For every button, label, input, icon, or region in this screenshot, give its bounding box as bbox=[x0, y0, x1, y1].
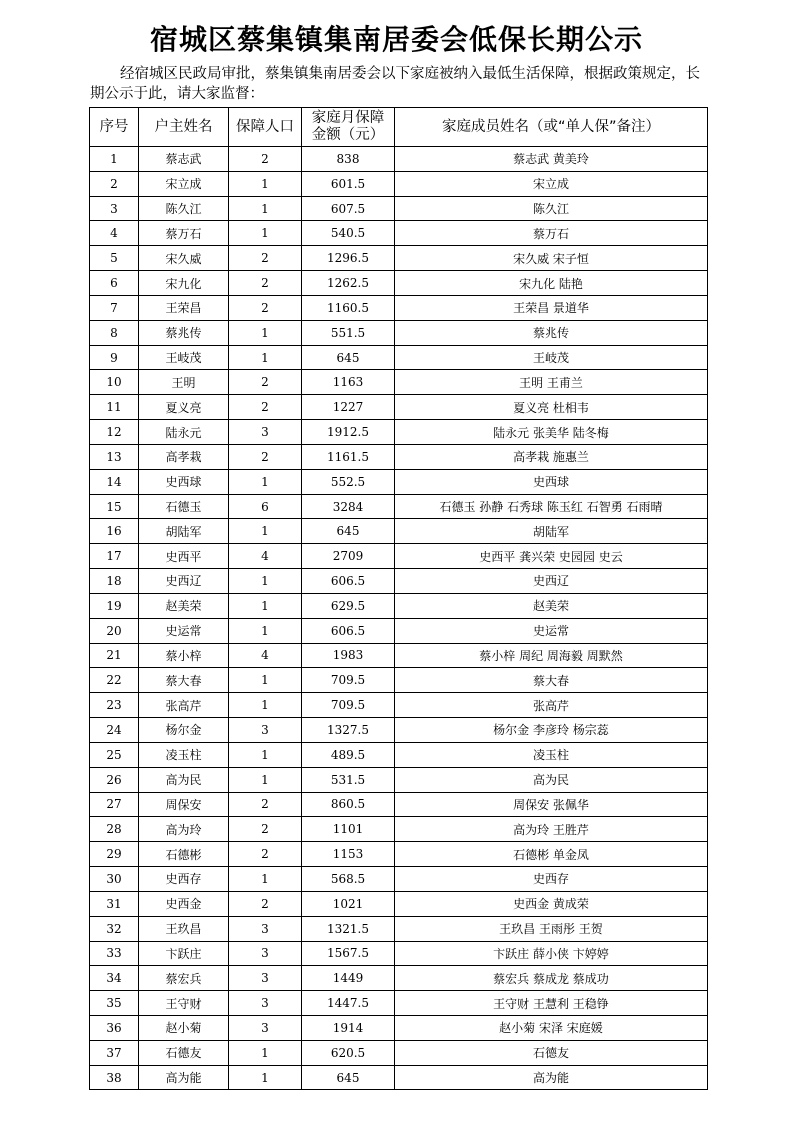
cell-index: 16 bbox=[90, 519, 139, 544]
cell-covered-persons: 1 bbox=[229, 742, 302, 767]
cell-householder: 高为能 bbox=[139, 1065, 229, 1090]
cell-family-members: 陈久江 bbox=[395, 196, 708, 221]
cell-family-members: 凌玉柱 bbox=[395, 742, 708, 767]
cell-householder: 周保安 bbox=[139, 792, 229, 817]
cell-index: 27 bbox=[90, 792, 139, 817]
cell-family-members: 史运常 bbox=[395, 618, 708, 643]
cell-family-members: 王玖昌 王雨彤 王贺 bbox=[395, 916, 708, 941]
cell-covered-persons: 3 bbox=[229, 718, 302, 743]
cell-index: 25 bbox=[90, 742, 139, 767]
cell-monthly-amount: 606.5 bbox=[302, 569, 395, 594]
header-family-members: 家庭成员姓名（或“单人保”备注） bbox=[395, 108, 708, 147]
table-row bbox=[90, 345, 708, 370]
cell-householder: 卞跃庄 bbox=[139, 941, 229, 966]
cell-index: 20 bbox=[90, 618, 139, 643]
cell-monthly-amount: 1227 bbox=[302, 395, 395, 420]
cell-monthly-amount: 568.5 bbox=[302, 867, 395, 892]
cell-index: 34 bbox=[90, 966, 139, 991]
cell-covered-persons: 2 bbox=[229, 147, 302, 172]
cell-family-members: 宋立成 bbox=[395, 171, 708, 196]
cell-index: 36 bbox=[90, 1015, 139, 1040]
cell-covered-persons: 3 bbox=[229, 420, 302, 445]
table-row bbox=[90, 171, 708, 196]
cell-monthly-amount: 551.5 bbox=[302, 320, 395, 345]
cell-index: 6 bbox=[90, 271, 139, 296]
cell-covered-persons: 1 bbox=[229, 196, 302, 221]
cell-index: 26 bbox=[90, 767, 139, 792]
cell-family-members: 蔡大春 bbox=[395, 668, 708, 693]
cell-index: 9 bbox=[90, 345, 139, 370]
cell-covered-persons: 4 bbox=[229, 544, 302, 569]
table-row bbox=[90, 891, 708, 916]
cell-monthly-amount: 601.5 bbox=[302, 171, 395, 196]
table-row bbox=[90, 668, 708, 693]
cell-index: 8 bbox=[90, 320, 139, 345]
page-title: 宿城区蔡集镇集南居委会低保长期公示 bbox=[149, 23, 643, 56]
table-row bbox=[90, 444, 708, 469]
cell-index: 35 bbox=[90, 991, 139, 1016]
table-row bbox=[90, 569, 708, 594]
cell-covered-persons: 1 bbox=[229, 519, 302, 544]
cell-covered-persons: 1 bbox=[229, 221, 302, 246]
table-row bbox=[90, 693, 708, 718]
cell-covered-persons: 1 bbox=[229, 569, 302, 594]
cell-covered-persons: 2 bbox=[229, 817, 302, 842]
cell-covered-persons: 2 bbox=[229, 891, 302, 916]
table-row bbox=[90, 1065, 708, 1090]
cell-family-members: 蔡宏兵 蔡成龙 蔡成功 bbox=[395, 966, 708, 991]
cell-index: 33 bbox=[90, 941, 139, 966]
cell-householder: 陈久江 bbox=[139, 196, 229, 221]
cell-covered-persons: 3 bbox=[229, 941, 302, 966]
cell-monthly-amount: 860.5 bbox=[302, 792, 395, 817]
cell-covered-persons: 3 bbox=[229, 966, 302, 991]
cell-family-members: 石德彬 单金凤 bbox=[395, 842, 708, 867]
cell-covered-persons: 2 bbox=[229, 370, 302, 395]
header-monthly-amount: 家庭月保障金额（元） bbox=[302, 108, 395, 147]
cell-family-members: 赵小菊 宋泽 宋庭媛 bbox=[395, 1015, 708, 1040]
cell-monthly-amount: 709.5 bbox=[302, 693, 395, 718]
cell-index: 19 bbox=[90, 593, 139, 618]
cell-index: 23 bbox=[90, 693, 139, 718]
cell-covered-persons: 1 bbox=[229, 668, 302, 693]
table-header-row bbox=[90, 108, 708, 147]
cell-monthly-amount: 2709 bbox=[302, 544, 395, 569]
table-row bbox=[90, 1015, 708, 1040]
table-row bbox=[90, 1040, 708, 1065]
cell-covered-persons: 2 bbox=[229, 842, 302, 867]
cell-covered-persons: 3 bbox=[229, 1015, 302, 1040]
cell-covered-persons: 1 bbox=[229, 1065, 302, 1090]
table-row bbox=[90, 767, 708, 792]
cell-index: 14 bbox=[90, 469, 139, 494]
table-row bbox=[90, 544, 708, 569]
cell-householder: 张高芹 bbox=[139, 693, 229, 718]
cell-householder: 蔡小梓 bbox=[139, 643, 229, 668]
cell-index: 22 bbox=[90, 668, 139, 693]
cell-householder: 史西平 bbox=[139, 544, 229, 569]
cell-covered-persons: 1 bbox=[229, 320, 302, 345]
cell-covered-persons: 4 bbox=[229, 643, 302, 668]
cell-monthly-amount: 1912.5 bbox=[302, 420, 395, 445]
cell-monthly-amount: 645 bbox=[302, 345, 395, 370]
cell-monthly-amount: 3284 bbox=[302, 494, 395, 519]
cell-index: 32 bbox=[90, 916, 139, 941]
cell-householder: 蔡兆传 bbox=[139, 320, 229, 345]
cell-family-members: 蔡志武 黄美玲 bbox=[395, 147, 708, 172]
header-covered-persons: 保障人口 bbox=[229, 108, 302, 147]
cell-householder: 石德友 bbox=[139, 1040, 229, 1065]
cell-covered-persons: 3 bbox=[229, 991, 302, 1016]
cell-householder: 高为民 bbox=[139, 767, 229, 792]
cell-covered-persons: 1 bbox=[229, 171, 302, 196]
table-row bbox=[90, 966, 708, 991]
cell-index: 24 bbox=[90, 718, 139, 743]
cell-family-members: 石德友 bbox=[395, 1040, 708, 1065]
header-householder: 户主姓名 bbox=[139, 108, 229, 147]
cell-family-members: 石德玉 孙静 石秀球 陈玉红 石智勇 石雨晴 bbox=[395, 494, 708, 519]
table-row bbox=[90, 991, 708, 1016]
table-row bbox=[90, 941, 708, 966]
cell-index: 2 bbox=[90, 171, 139, 196]
cell-monthly-amount: 1160.5 bbox=[302, 295, 395, 320]
cell-monthly-amount: 1163 bbox=[302, 370, 395, 395]
table-row bbox=[90, 792, 708, 817]
cell-family-members: 史西金 黄成荣 bbox=[395, 891, 708, 916]
cell-index: 30 bbox=[90, 867, 139, 892]
cell-covered-persons: 6 bbox=[229, 494, 302, 519]
cell-index: 18 bbox=[90, 569, 139, 594]
cell-covered-persons: 1 bbox=[229, 1040, 302, 1065]
table-row bbox=[90, 842, 708, 867]
cell-monthly-amount: 606.5 bbox=[302, 618, 395, 643]
cell-index: 37 bbox=[90, 1040, 139, 1065]
cell-householder: 王玖昌 bbox=[139, 916, 229, 941]
cell-index: 17 bbox=[90, 544, 139, 569]
cell-monthly-amount: 1296.5 bbox=[302, 246, 395, 271]
cell-family-members: 杨尔金 李彦玲 杨宗蕊 bbox=[395, 718, 708, 743]
cell-householder: 赵小菊 bbox=[139, 1015, 229, 1040]
cell-index: 29 bbox=[90, 842, 139, 867]
cell-family-members: 王荣昌 景道华 bbox=[395, 295, 708, 320]
cell-family-members: 陆永元 张美华 陆冬梅 bbox=[395, 420, 708, 445]
beneficiary-table bbox=[89, 107, 708, 1090]
cell-monthly-amount: 1101 bbox=[302, 817, 395, 842]
cell-index: 13 bbox=[90, 444, 139, 469]
cell-monthly-amount: 645 bbox=[302, 1065, 395, 1090]
cell-covered-persons: 1 bbox=[229, 469, 302, 494]
cell-householder: 夏义亮 bbox=[139, 395, 229, 420]
cell-index: 28 bbox=[90, 817, 139, 842]
cell-monthly-amount: 1983 bbox=[302, 643, 395, 668]
cell-householder: 史西辽 bbox=[139, 569, 229, 594]
table-row bbox=[90, 246, 708, 271]
cell-monthly-amount: 1262.5 bbox=[302, 271, 395, 296]
cell-monthly-amount: 489.5 bbox=[302, 742, 395, 767]
table-row bbox=[90, 469, 708, 494]
cell-covered-persons: 2 bbox=[229, 295, 302, 320]
cell-family-members: 史西存 bbox=[395, 867, 708, 892]
intro-paragraph bbox=[90, 64, 710, 104]
table-row bbox=[90, 742, 708, 767]
cell-householder: 陆永元 bbox=[139, 420, 229, 445]
table-row bbox=[90, 221, 708, 246]
cell-monthly-amount: 607.5 bbox=[302, 196, 395, 221]
cell-householder: 王荣昌 bbox=[139, 295, 229, 320]
cell-householder: 史西存 bbox=[139, 867, 229, 892]
cell-family-members: 王岐茂 bbox=[395, 345, 708, 370]
cell-monthly-amount: 1567.5 bbox=[302, 941, 395, 966]
cell-covered-persons: 1 bbox=[229, 767, 302, 792]
cell-householder: 宋九化 bbox=[139, 271, 229, 296]
cell-householder: 王明 bbox=[139, 370, 229, 395]
cell-householder: 高孝栽 bbox=[139, 444, 229, 469]
cell-index: 5 bbox=[90, 246, 139, 271]
cell-index: 7 bbox=[90, 295, 139, 320]
table-row bbox=[90, 147, 708, 172]
cell-index: 11 bbox=[90, 395, 139, 420]
table-row bbox=[90, 817, 708, 842]
cell-covered-persons: 1 bbox=[229, 867, 302, 892]
cell-covered-persons: 1 bbox=[229, 593, 302, 618]
cell-householder: 胡陆军 bbox=[139, 519, 229, 544]
cell-family-members: 王明 王甫兰 bbox=[395, 370, 708, 395]
cell-family-members: 高为能 bbox=[395, 1065, 708, 1090]
cell-householder: 凌玉柱 bbox=[139, 742, 229, 767]
cell-index: 10 bbox=[90, 370, 139, 395]
table-row bbox=[90, 718, 708, 743]
cell-family-members: 卞跃庄 薛小侠 卞婷婷 bbox=[395, 941, 708, 966]
cell-family-members: 高孝栽 施惠兰 bbox=[395, 444, 708, 469]
cell-index: 15 bbox=[90, 494, 139, 519]
cell-householder: 蔡万石 bbox=[139, 221, 229, 246]
table-row bbox=[90, 370, 708, 395]
cell-monthly-amount: 629.5 bbox=[302, 593, 395, 618]
cell-householder: 蔡宏兵 bbox=[139, 966, 229, 991]
cell-index: 1 bbox=[90, 147, 139, 172]
table-row bbox=[90, 271, 708, 296]
table-row bbox=[90, 494, 708, 519]
cell-family-members: 周保安 张佩华 bbox=[395, 792, 708, 817]
table-row bbox=[90, 643, 708, 668]
cell-family-members: 胡陆军 bbox=[395, 519, 708, 544]
cell-family-members: 史西球 bbox=[395, 469, 708, 494]
cell-covered-persons: 2 bbox=[229, 246, 302, 271]
cell-family-members: 高为玲 王胜芹 bbox=[395, 817, 708, 842]
cell-family-members: 宋九化 陆艳 bbox=[395, 271, 708, 296]
cell-householder: 蔡大春 bbox=[139, 668, 229, 693]
table-row bbox=[90, 420, 708, 445]
table-row bbox=[90, 395, 708, 420]
cell-family-members: 宋久威 宋子恒 bbox=[395, 246, 708, 271]
cell-monthly-amount: 552.5 bbox=[302, 469, 395, 494]
cell-householder: 王岐茂 bbox=[139, 345, 229, 370]
cell-monthly-amount: 1021 bbox=[302, 891, 395, 916]
cell-covered-persons: 2 bbox=[229, 444, 302, 469]
cell-householder: 蔡志武 bbox=[139, 147, 229, 172]
cell-family-members: 高为民 bbox=[395, 767, 708, 792]
cell-family-members: 王守财 王慧利 王稳铮 bbox=[395, 991, 708, 1016]
cell-index: 4 bbox=[90, 221, 139, 246]
cell-index: 31 bbox=[90, 891, 139, 916]
cell-householder: 石德彬 bbox=[139, 842, 229, 867]
cell-householder: 杨尔金 bbox=[139, 718, 229, 743]
cell-index: 21 bbox=[90, 643, 139, 668]
cell-householder: 宋久威 bbox=[139, 246, 229, 271]
cell-monthly-amount: 709.5 bbox=[302, 668, 395, 693]
cell-monthly-amount: 838 bbox=[302, 147, 395, 172]
cell-family-members: 蔡小梓 周纪 周海毅 周默然 bbox=[395, 643, 708, 668]
cell-covered-persons: 2 bbox=[229, 792, 302, 817]
cell-monthly-amount: 1327.5 bbox=[302, 718, 395, 743]
cell-family-members: 史西辽 bbox=[395, 569, 708, 594]
cell-covered-persons: 1 bbox=[229, 345, 302, 370]
table-row bbox=[90, 295, 708, 320]
table-row bbox=[90, 867, 708, 892]
table-row bbox=[90, 320, 708, 345]
cell-householder: 史运常 bbox=[139, 618, 229, 643]
cell-householder: 王守财 bbox=[139, 991, 229, 1016]
table-row bbox=[90, 916, 708, 941]
cell-covered-persons: 3 bbox=[229, 916, 302, 941]
cell-index: 38 bbox=[90, 1065, 139, 1090]
cell-monthly-amount: 645 bbox=[302, 519, 395, 544]
cell-family-members: 张高芹 bbox=[395, 693, 708, 718]
cell-householder: 高为玲 bbox=[139, 817, 229, 842]
cell-householder: 史西金 bbox=[139, 891, 229, 916]
cell-family-members: 史西平 龚兴荣 史园园 史云 bbox=[395, 544, 708, 569]
cell-householder: 赵美荣 bbox=[139, 593, 229, 618]
header-index: 序号 bbox=[90, 108, 139, 147]
cell-covered-persons: 1 bbox=[229, 618, 302, 643]
cell-family-members: 赵美荣 bbox=[395, 593, 708, 618]
cell-householder: 石德玉 bbox=[139, 494, 229, 519]
table-row bbox=[90, 196, 708, 221]
table-row bbox=[90, 593, 708, 618]
cell-monthly-amount: 1161.5 bbox=[302, 444, 395, 469]
cell-family-members: 夏义亮 杜相韦 bbox=[395, 395, 708, 420]
table-row bbox=[90, 519, 708, 544]
cell-covered-persons: 1 bbox=[229, 693, 302, 718]
cell-family-members: 蔡万石 bbox=[395, 221, 708, 246]
cell-monthly-amount: 1153 bbox=[302, 842, 395, 867]
cell-monthly-amount: 620.5 bbox=[302, 1040, 395, 1065]
cell-index: 12 bbox=[90, 420, 139, 445]
cell-monthly-amount: 531.5 bbox=[302, 767, 395, 792]
cell-monthly-amount: 1321.5 bbox=[302, 916, 395, 941]
cell-monthly-amount: 1449 bbox=[302, 966, 395, 991]
cell-index: 3 bbox=[90, 196, 139, 221]
cell-family-members: 蔡兆传 bbox=[395, 320, 708, 345]
cell-householder: 宋立成 bbox=[139, 171, 229, 196]
cell-householder: 史西球 bbox=[139, 469, 229, 494]
table-row bbox=[90, 618, 708, 643]
cell-monthly-amount: 540.5 bbox=[302, 221, 395, 246]
intro-text: 经宿城区民政局审批，蔡集镇集南居委会以下家庭被纳入最低生活保障，根据政策规定，长期公示于此，请大家监督： bbox=[90, 66, 700, 102]
cell-monthly-amount: 1447.5 bbox=[302, 991, 395, 1016]
cell-covered-persons: 2 bbox=[229, 271, 302, 296]
cell-monthly-amount: 1914 bbox=[302, 1015, 395, 1040]
cell-covered-persons: 2 bbox=[229, 395, 302, 420]
